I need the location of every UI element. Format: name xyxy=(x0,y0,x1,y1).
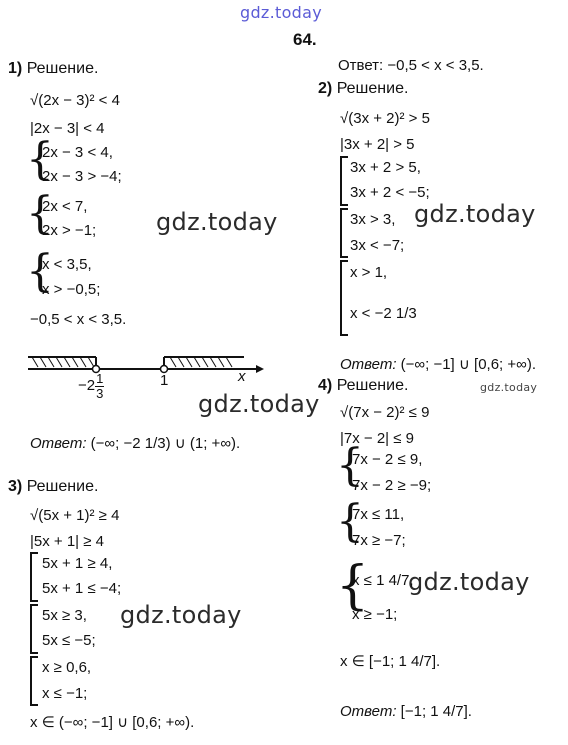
system-brace: { xyxy=(26,188,54,239)
answer-text: (−∞; −1] ∪ [0,6; +∞). xyxy=(400,356,537,373)
system-brace: { xyxy=(336,556,370,616)
part-label: 1) xyxy=(8,60,23,77)
answer-line: Ответ: −0,5 < x < 3,5. xyxy=(338,57,484,74)
result-line: x ∈ (−∞; −1] ∪ [0,6; +∞). xyxy=(30,714,195,731)
set-bracket xyxy=(30,656,38,706)
abs-line: |3x + 2| > 5 xyxy=(340,136,415,153)
part-4-header xyxy=(318,377,408,395)
set-bracket xyxy=(340,260,348,336)
system-line: x > −0,5; xyxy=(42,281,101,298)
set-bracket xyxy=(30,604,38,654)
system-line: x ≥ −1; xyxy=(352,606,398,623)
set-line: x ≥ 0,6, xyxy=(42,659,92,676)
abs-line: |5x + 1| ≥ 4 xyxy=(30,533,104,550)
abs-line: |2x − 3| < 4 xyxy=(30,120,105,137)
system-brace: { xyxy=(336,496,364,547)
axis-label: x xyxy=(238,368,246,385)
answer-line xyxy=(340,703,472,720)
watermark: gdz.today xyxy=(156,208,278,236)
system-line: 7x − 2 ≥ −9; xyxy=(352,477,432,494)
solution-word: Решение. xyxy=(336,377,409,394)
set-line: 5x ≥ 3, xyxy=(42,607,87,624)
set-line: 3x < −7; xyxy=(350,237,405,254)
set-line: 3x + 2 < −5; xyxy=(350,184,430,201)
axis-arrow xyxy=(256,365,264,373)
watermark-top: gdz.today xyxy=(240,3,322,22)
root-line: √(7x − 2)² ≤ 9 xyxy=(340,404,430,421)
right-hatch xyxy=(170,357,232,367)
system-line: 7x − 2 ≤ 9, xyxy=(352,451,423,468)
result-line: x ∈ [−1; 1 4/7]. xyxy=(340,653,441,670)
system-line: 2x − 3 < 4, xyxy=(42,144,113,161)
answer-word: Ответ: xyxy=(340,356,397,373)
set-line: 5x ≤ −5; xyxy=(42,632,96,649)
answer-line xyxy=(30,434,240,452)
answer-text: (−∞; −2 1/3) ∪ (1; +∞). xyxy=(90,435,241,452)
answer-word: Ответ: xyxy=(30,435,87,452)
answer-line xyxy=(340,355,536,373)
part-3-header xyxy=(8,478,98,496)
solution-word: Решение. xyxy=(26,60,99,77)
number-line xyxy=(24,345,264,385)
set-line: 3x > 3, xyxy=(350,211,396,228)
part-label: 3) xyxy=(8,478,23,495)
set-line: 5x + 1 ≥ 4, xyxy=(42,555,113,572)
solution-word: Решение. xyxy=(336,80,409,97)
problem-number: 64. xyxy=(293,30,317,49)
answer-word: Ответ: xyxy=(340,703,397,720)
system-brace: { xyxy=(26,246,54,297)
set-bracket xyxy=(340,156,348,206)
set-line: x < −2 1/3 xyxy=(350,305,417,322)
result-line: −0,5 < x < 3,5. xyxy=(30,311,127,328)
set-line: x > 1, xyxy=(350,264,388,281)
part-label: 4) xyxy=(318,377,333,394)
watermark: gdz.today xyxy=(408,568,530,596)
point-label-left: −2 $\frac{1}{3}$ xyxy=(78,371,104,401)
system-line: x < 3,5, xyxy=(42,256,92,273)
point-label-right: 1 xyxy=(160,372,169,389)
answer-text: [−1; 1 4/7]. xyxy=(400,703,472,720)
root-line: √(2x − 3)² < 4 xyxy=(30,92,120,109)
set-line: x ≤ −1; xyxy=(42,685,88,702)
system-line: 2x > −1; xyxy=(42,222,97,239)
watermark: gdz.today xyxy=(198,390,320,418)
set-bracket xyxy=(30,552,38,602)
abs-line: |7x − 2| ≤ 9 xyxy=(340,430,414,447)
system-line: 2x < 7, xyxy=(42,198,88,215)
system-brace: { xyxy=(336,440,364,491)
system-line: 7x ≤ 11, xyxy=(352,506,405,523)
set-line: 3x + 2 > 5, xyxy=(350,159,421,176)
root-line: √(3x + 2)² > 5 xyxy=(340,110,430,127)
system-brace: { xyxy=(26,134,54,185)
watermark: gdz.today xyxy=(414,200,536,228)
set-line: 5x + 1 ≤ −4; xyxy=(42,580,122,597)
solution-word: Решение. xyxy=(26,478,99,495)
system-line: 7x ≥ −7; xyxy=(352,532,406,549)
system-line: x ≤ 1 4/7, xyxy=(352,572,414,589)
watermark: gdz.today xyxy=(120,601,242,629)
system-line: 2x − 3 > −4; xyxy=(42,168,122,185)
root-line: √(5x + 1)² ≥ 4 xyxy=(30,507,120,524)
watermark-small: gdz.today xyxy=(480,381,538,394)
part-1-header xyxy=(8,60,98,78)
part-label: 2) xyxy=(318,80,333,97)
set-bracket xyxy=(340,208,348,258)
part-2-header xyxy=(318,80,408,98)
left-hatch xyxy=(32,357,94,367)
